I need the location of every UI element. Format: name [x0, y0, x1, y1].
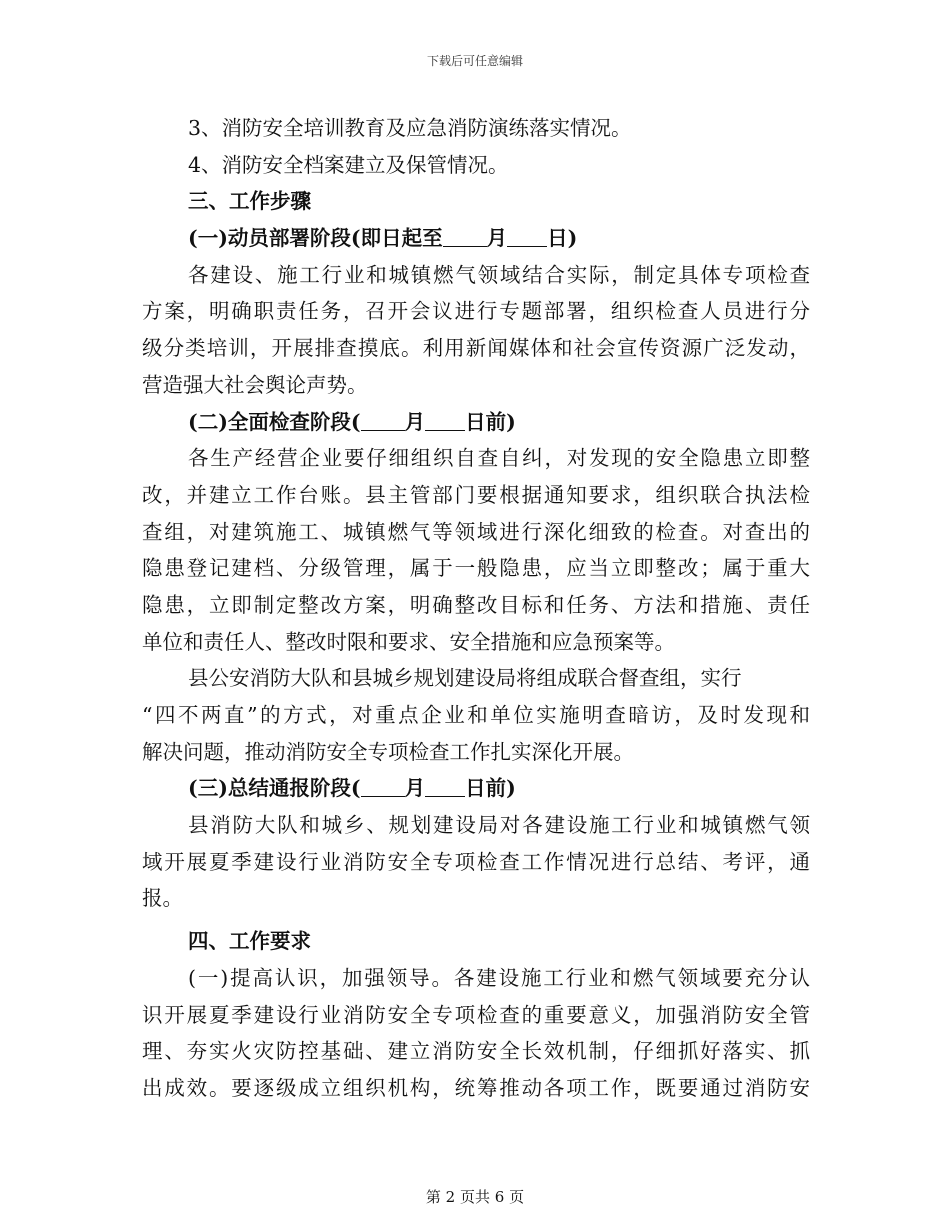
paragraph-line: 解决问题，推动消防安全专项检查工作扎实深化开展。	[142, 739, 634, 764]
heading-text: (二)全面检查阶段(	[188, 409, 361, 434]
paragraph-line: 域开展夏季建设行业消防安全专项检查工作情况进行总结、考评，通	[142, 849, 810, 874]
heading-text: (三)总结通报阶段(	[188, 776, 361, 801]
paragraph-line: 改，并建立工作台账。县主管部门要根据通知要求，组织联合执法检	[142, 482, 810, 507]
heading-text: 日)	[547, 226, 578, 251]
paragraph-line: 查组，对建筑施工、城镇燃气等领域进行深化细致的检查。对查出的	[142, 519, 810, 544]
subsection-heading	[142, 770, 810, 807]
paragraph-line: 县消防大队和城乡、规划建设局对各建设施工行业和城镇燃气领	[188, 813, 810, 838]
paragraph-line: “四不两直”的方式，对重点企业和单位实施明查暗访，及时发现和	[142, 703, 810, 727]
heading-text: 月	[486, 226, 508, 251]
paragraph-line: 隐患，立即制定整改方案，明确整改目标和任务、方法和措施、责任	[142, 592, 810, 617]
paragraph-line: 理、夯实火灾防控基础、建立消防安全长效机制，仔细抓好落实、抓	[142, 1039, 810, 1064]
paragraph-line: 4、消防安全档案建立及保管情况。	[188, 152, 509, 177]
section-heading: 三、工作步骤	[188, 189, 311, 214]
paragraph-line: 方案，明确职责任务，召开会议进行专题部署，组织检查人员进行分	[142, 299, 810, 324]
page-footer: 第 2 页共 6 页	[425, 1188, 525, 1206]
fill-blank	[425, 408, 465, 431]
heading-text: 日前)	[465, 776, 516, 801]
subsection-heading	[142, 220, 810, 257]
paragraph-line: 级分类培训，开展排查摸底。利用新闻媒体和社会宣传资源广泛发动，	[142, 336, 810, 361]
heading-text: (一)动员部署阶段(即日起至	[188, 226, 443, 251]
fill-blank	[507, 224, 547, 247]
fill-blank	[443, 224, 487, 247]
fill-blank	[361, 774, 405, 797]
paragraph-line: 单位和责任人、整改时限和要求、安全措施和应急预案等。	[142, 629, 675, 654]
subsection-heading	[142, 404, 810, 441]
heading-text: 日前)	[465, 409, 516, 434]
fill-blank	[361, 408, 405, 431]
paragraph-line: 隐患登记建档、分级管理，属于一般隐患，应当立即整改；属于重大	[142, 556, 810, 581]
page-header: 下载后可任意编辑	[426, 54, 523, 68]
heading-text: 月	[404, 776, 426, 801]
paragraph-line: 报。	[142, 886, 183, 911]
section-heading: 四、工作要求	[188, 929, 311, 954]
paragraph-line: 营造强大社会舆论声势。	[142, 372, 368, 397]
paragraph-line: 出成效。要逐级成立组织机构，统筹推动各项工作，既要通过消防安	[142, 1075, 810, 1100]
paragraph-line: 各生产经营企业要仔细组织自查自纠，对发现的安全隐患立即整	[188, 446, 810, 471]
fill-blank	[425, 774, 465, 797]
paragraph-line: 3、消防安全培训教育及应急消防演练落实情况。	[188, 116, 632, 140]
document-body	[142, 110, 810, 1107]
paragraph-line: 县公安消防大队和县城乡规划建设局将组成联合督查组，实行	[188, 666, 742, 691]
paragraph-line: 识开展夏季建设行业消防安全专项检查的重要意义，加强消防安全管	[142, 1002, 810, 1027]
heading-text: 月	[404, 409, 426, 434]
paragraph-line: (一)提高认识，加强领导。各建设施工行业和燃气领域要充分认	[188, 965, 810, 990]
paragraph-line: 各建设、施工行业和城镇燃气领域结合实际，制定具体专项检查	[188, 262, 810, 287]
